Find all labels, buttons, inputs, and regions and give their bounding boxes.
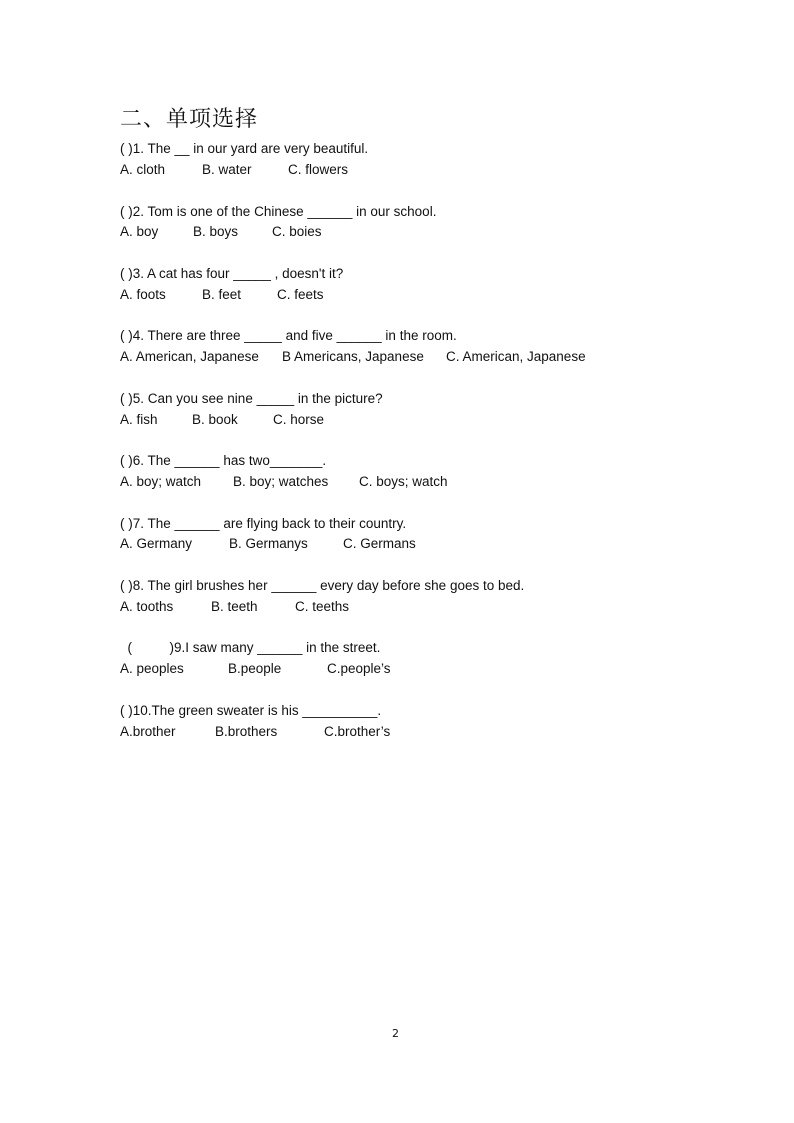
question-9-stem: ( )9.I saw many ______ in the street. <box>120 640 381 655</box>
q3-option-c: C. feets <box>277 287 324 302</box>
question-2-options <box>120 224 322 240</box>
q2-option-a: A. boy <box>120 224 159 239</box>
q7-option-c: C. Germans <box>343 536 416 551</box>
q4-option-c: C. American, Japanese <box>446 349 586 364</box>
question-4-stem: ( )4. There are three _____ and five ______ in the room. <box>120 328 457 343</box>
q6-option-b: B. boy; watches <box>233 474 329 489</box>
question-8-stem: ( )8. The girl brushes her ______ every day before she goes to bed. <box>120 578 525 593</box>
q9-option-c: C.people’s <box>327 661 391 676</box>
question-5-stem: ( )5. Can you see nine _____ in the picture? <box>120 391 383 406</box>
question-3-stem: ( )3. A cat has four _____ , doesn't it? <box>120 266 344 281</box>
q6-option-a: A. boy; watch <box>120 474 202 489</box>
q4-option-b: B Americans, Japanese <box>282 349 424 364</box>
question-7-options <box>120 536 416 552</box>
q3-option-a: A. foots <box>120 287 166 302</box>
section-title: 二、单项选择 <box>120 107 259 132</box>
question-4-options <box>120 349 586 365</box>
q7-option-a: A. Germany <box>120 536 193 551</box>
question-7-stem: ( )7. The ______ are flying back to their country. <box>120 516 407 531</box>
question-8-options <box>120 599 349 615</box>
question-10-stem: ( )10.The green sweater is his __________. <box>120 703 382 718</box>
q5-option-b: B. book <box>192 412 238 427</box>
q6-option-c: C. boys; watch <box>359 474 448 489</box>
q1-option-c: C. flowers <box>288 162 349 177</box>
q2-option-b: B. boys <box>193 224 239 239</box>
q1-option-b: B. water <box>202 162 252 177</box>
q9-option-b: B.people <box>228 661 282 676</box>
q8-option-a: A. tooths <box>120 599 174 614</box>
question-2-stem: ( )2. Tom is one of the Chinese ______ in our school. <box>120 204 437 219</box>
question-10-options <box>120 724 390 740</box>
page-number: 2 <box>392 1027 399 1040</box>
question-9-options <box>120 661 391 677</box>
q8-option-c: C. teeths <box>295 599 350 614</box>
q2-option-c: C. boies <box>272 224 322 239</box>
q10-option-a: A.brother <box>120 724 176 739</box>
question-1-options <box>120 162 348 178</box>
q9-option-a: A. peoples <box>120 661 184 676</box>
question-6-stem: ( )6. The ______ has two_______. <box>120 453 327 468</box>
q8-option-b: B. teeth <box>211 599 258 614</box>
q7-option-b: B. Germanys <box>229 536 308 551</box>
question-5-options <box>120 412 324 428</box>
q4-option-a: A. American, Japanese <box>120 349 259 364</box>
q10-option-c: C.brother’s <box>324 724 391 739</box>
q1-option-a: A. cloth <box>120 162 166 177</box>
q3-option-b: B. feet <box>202 287 242 302</box>
question-1-stem: ( )1. The __ in our yard are very beautiful. <box>120 141 369 156</box>
question-3-options <box>120 287 324 303</box>
question-6-options <box>120 474 448 490</box>
q10-option-b: B.brothers <box>215 724 278 739</box>
q5-option-a: A. fish <box>120 412 158 427</box>
q5-option-c: C. horse <box>273 412 325 427</box>
